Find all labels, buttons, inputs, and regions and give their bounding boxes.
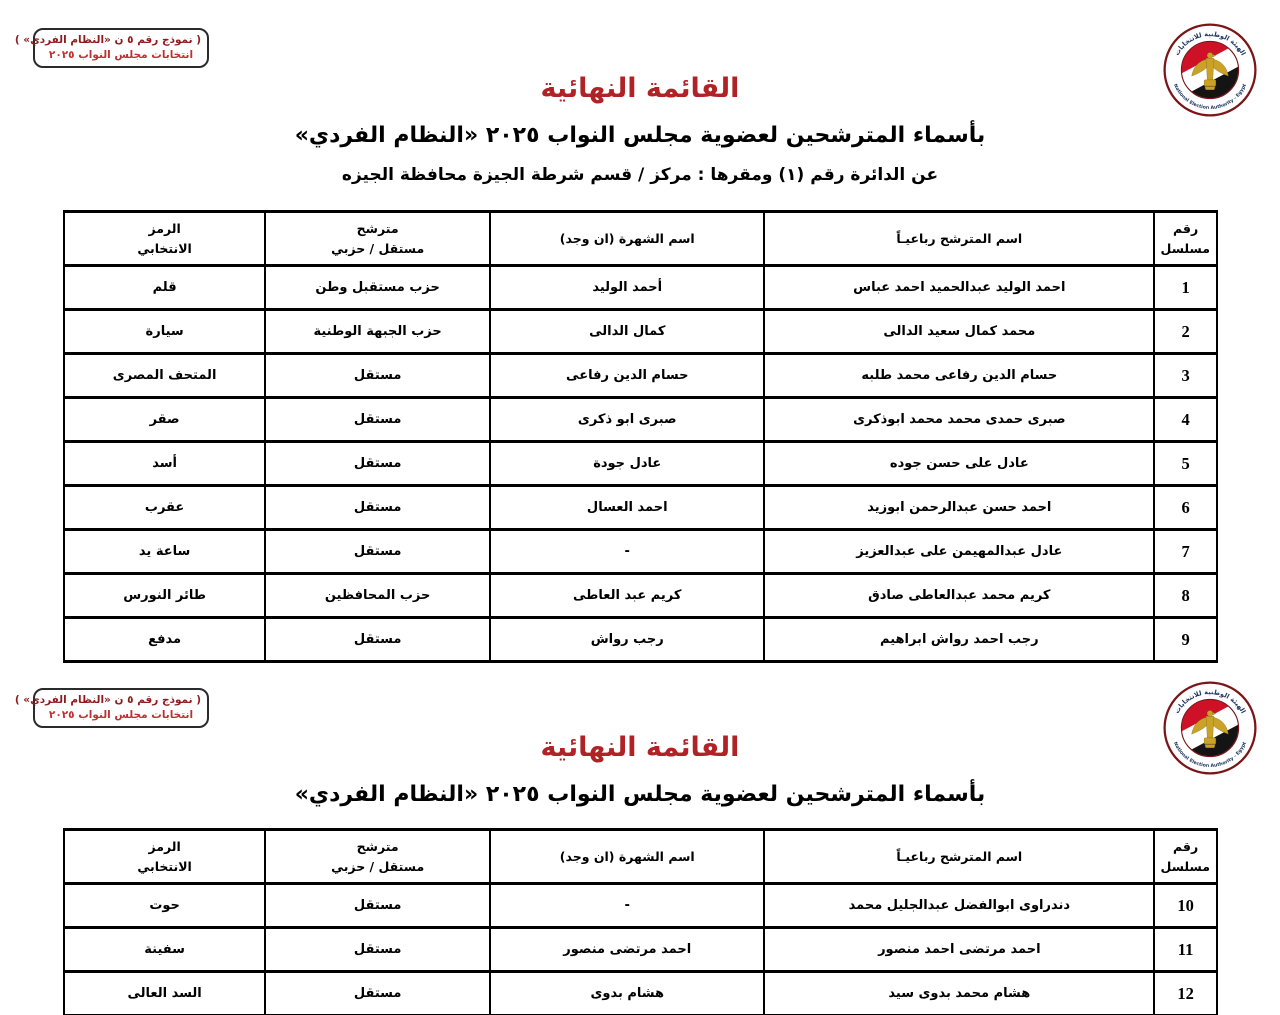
header-name: اسم المترشح رباعيـاً xyxy=(764,830,1154,884)
page-title: القائمة النهائية xyxy=(540,73,740,104)
header-party xyxy=(265,830,490,884)
cell-name: احمد الوليد عبدالحميد احمد عباس xyxy=(764,266,1154,310)
cell-symbol: طائر النورس xyxy=(64,574,265,618)
cell-symbol: ساعة يد xyxy=(64,530,265,574)
header-alias: اسم الشهرة (ان وجد) xyxy=(490,212,764,266)
cell-party: حزب مستقبل وطن xyxy=(265,266,490,310)
candidate-row xyxy=(64,530,1217,574)
form-stamp xyxy=(14,688,209,728)
header-serial-line2: مسلسل xyxy=(1160,858,1210,874)
header-party xyxy=(265,212,490,266)
cell-serial: 8 xyxy=(1154,574,1217,618)
cell-alias: رجب رواش xyxy=(490,618,764,662)
cell-party: مستقل xyxy=(265,530,490,574)
cell-symbol: مدفع xyxy=(64,618,265,662)
page-subtitle: بأسماء المترشحين لعضوية مجلس النواب ٢٠٢٥ «النظام الفردي» xyxy=(294,123,986,148)
cell-alias: حسام الدين رفاعى xyxy=(490,354,764,398)
cell-symbol: حوت xyxy=(64,884,265,928)
cell-name: كريم محمد عبدالعاطى صادق xyxy=(764,574,1154,618)
cell-serial: 12 xyxy=(1154,972,1217,1015)
header-symbol xyxy=(64,830,265,884)
header-serial xyxy=(1154,212,1217,266)
header-serial xyxy=(1154,830,1217,884)
header-party-line1: مترشح xyxy=(356,221,399,237)
district-line: عن الدائرة رقم (١) ومقرها : مركز / قسم شرطة الجيزة محافظة الجيزه xyxy=(341,165,939,185)
cell-party: حزب الجبهة الوطنية xyxy=(265,310,490,354)
cell-name: حسام الدين رفاعى محمد طلبه xyxy=(764,354,1154,398)
cell-serial: 9 xyxy=(1154,618,1217,662)
cell-party: مستقل xyxy=(265,618,490,662)
cell-symbol: السد العالى xyxy=(64,972,265,1015)
cell-name: صبرى حمدى محمد محمد ابوذكرى xyxy=(764,398,1154,442)
header-symbol-line1: الرمز xyxy=(148,839,181,855)
header-symbol-line2: الانتخابي xyxy=(137,858,192,874)
cell-name: احمد حسن عبدالرحمن ابوزيد xyxy=(764,486,1154,530)
header-symbol xyxy=(64,212,265,266)
cell-name: محمد كمال سعيد الدالى xyxy=(764,310,1154,354)
cell-symbol: أسد xyxy=(64,442,265,486)
header-serial-line1: رقم xyxy=(1172,839,1199,855)
candidates-table-2 xyxy=(63,828,1218,1015)
cell-alias: كريم عبد العاطى xyxy=(490,574,764,618)
candidate-row xyxy=(64,398,1217,442)
cell-symbol: المتحف المصرى xyxy=(64,354,265,398)
cell-name: هشام محمد بدوى سيد xyxy=(764,972,1154,1015)
header-party-line2: مستقل / حزبي xyxy=(331,240,425,256)
cell-party: مستقل xyxy=(265,884,490,928)
cell-serial: 4 xyxy=(1154,398,1217,442)
cell-alias: كمال الدالى xyxy=(490,310,764,354)
cell-name: عادل عبدالمهيمن على عبدالعزيز xyxy=(764,530,1154,574)
cell-serial: 11 xyxy=(1154,928,1217,972)
header-serial-line1: رقم xyxy=(1172,221,1199,237)
cell-party: مستقل xyxy=(265,354,490,398)
cell-serial: 5 xyxy=(1154,442,1217,486)
candidate-row xyxy=(64,972,1217,1015)
candidate-row xyxy=(64,442,1217,486)
header-symbol-line1: الرمز xyxy=(148,221,181,237)
candidates-table-1 xyxy=(63,210,1218,663)
cell-alias: احمد مرتضى منصور xyxy=(490,928,764,972)
candidate-row xyxy=(64,486,1217,530)
candidate-row xyxy=(64,266,1217,310)
cell-serial: 6 xyxy=(1154,486,1217,530)
cell-alias: - xyxy=(490,530,764,574)
cell-alias: - xyxy=(490,884,764,928)
candidate-row xyxy=(64,928,1217,972)
cell-alias: احمد العسال xyxy=(490,486,764,530)
cell-name: عادل على حسن جوده xyxy=(764,442,1154,486)
header-alias: اسم الشهرة (ان وجد) xyxy=(490,830,764,884)
cell-serial: 1 xyxy=(1154,266,1217,310)
candidate-row xyxy=(64,884,1217,928)
cell-serial: 3 xyxy=(1154,354,1217,398)
candidate-row xyxy=(64,574,1217,618)
cell-serial: 10 xyxy=(1154,884,1217,928)
page-subtitle: بأسماء المترشحين لعضوية مجلس النواب ٢٠٢٥ «النظام الفردي» xyxy=(294,782,986,807)
header-name: اسم المترشح رباعيـاً xyxy=(764,212,1154,266)
form-stamp xyxy=(14,28,209,68)
form-stamp-line1: ( نموذج رقم ٥ ن «النظام الفردي» ) xyxy=(14,694,201,706)
cell-party: مستقل xyxy=(265,928,490,972)
cell-serial: 2 xyxy=(1154,310,1217,354)
cell-symbol: قلم xyxy=(64,266,265,310)
cell-party: مستقل xyxy=(265,442,490,486)
table-header-row xyxy=(64,212,1217,266)
cell-alias: عادل جودة xyxy=(490,442,764,486)
header-symbol-line2: الانتخابي xyxy=(137,240,192,256)
cell-alias: هشام بدوى xyxy=(490,972,764,1015)
cell-alias: صبرى ابو ذكرى xyxy=(490,398,764,442)
cell-party: مستقل xyxy=(265,398,490,442)
cell-alias: أحمد الوليد xyxy=(490,266,764,310)
form-stamp-line1: ( نموذج رقم ٥ ن «النظام الفردي» ) xyxy=(14,34,201,46)
header-serial-line2: مسلسل xyxy=(1160,240,1210,256)
candidate-row xyxy=(64,354,1217,398)
candidate-row xyxy=(64,618,1217,662)
page-title: القائمة النهائية xyxy=(540,732,740,763)
table-header-row xyxy=(64,830,1217,884)
header-party-line2: مستقل / حزبي xyxy=(331,858,425,874)
candidate-row xyxy=(64,310,1217,354)
cell-symbol: عقرب xyxy=(64,486,265,530)
form-stamp-line2: انتخابات مجلس النواب ٢٠٢٥ xyxy=(48,709,194,721)
cell-name: دندراوى ابوالفضل عبدالجليل محمد xyxy=(764,884,1154,928)
cell-symbol: صقر xyxy=(64,398,265,442)
form-stamp-line2: انتخابات مجلس النواب ٢٠٢٥ xyxy=(48,49,194,61)
cell-party: حزب المحافظين xyxy=(265,574,490,618)
header-party-line1: مترشح xyxy=(356,839,399,855)
cell-serial: 7 xyxy=(1154,530,1217,574)
cell-symbol: سفينة xyxy=(64,928,265,972)
cell-symbol: سيارة xyxy=(64,310,265,354)
cell-name: رجب احمد رواش ابراهيم xyxy=(764,618,1154,662)
cell-party: مستقل xyxy=(265,486,490,530)
cell-party: مستقل xyxy=(265,972,490,1015)
cell-name: احمد مرتضى احمد منصور xyxy=(764,928,1154,972)
